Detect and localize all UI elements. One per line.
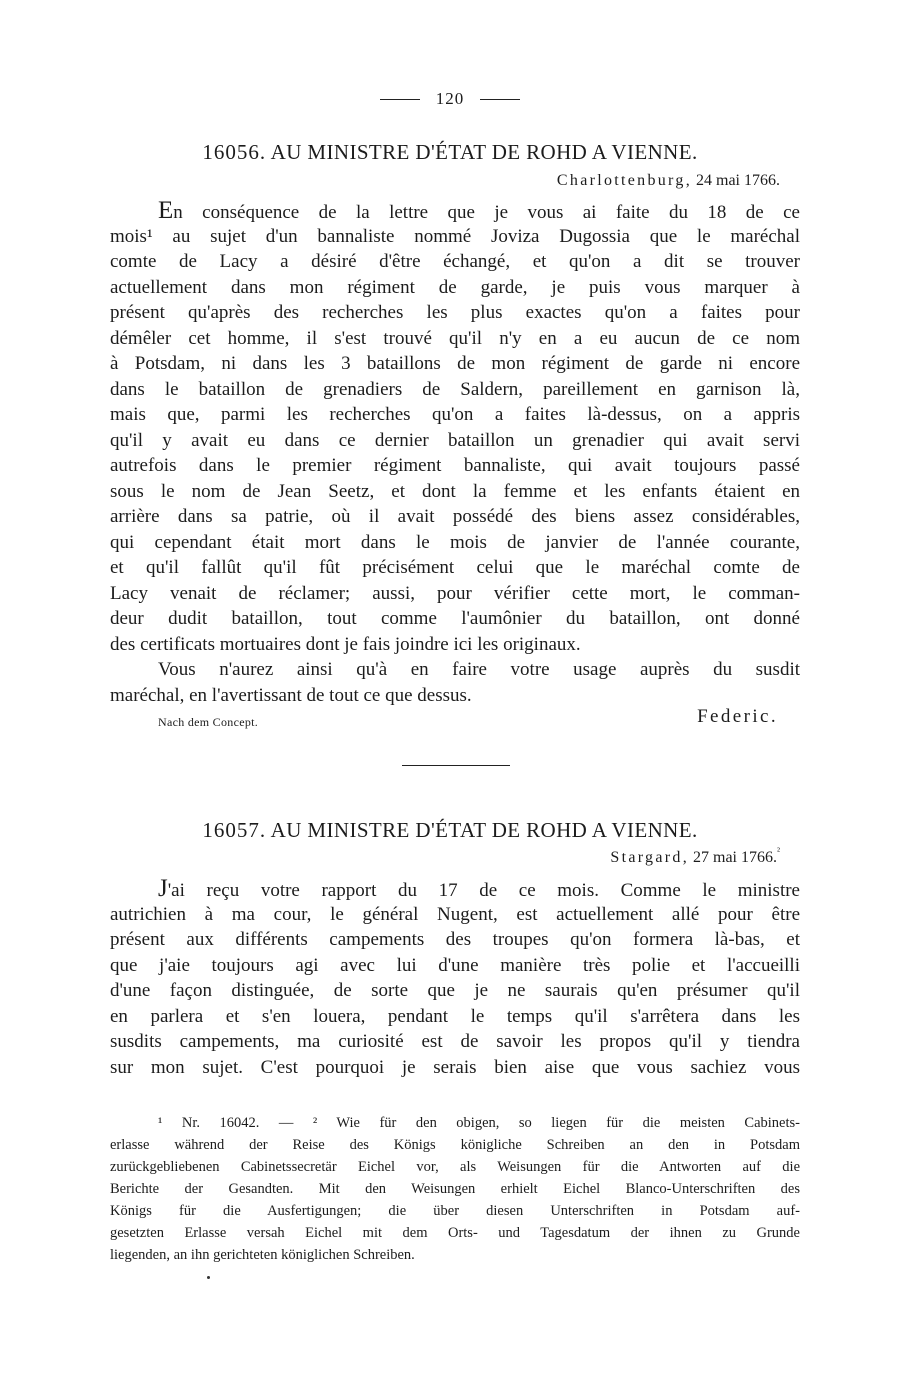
text-line: Vous n'aurez ainsi qu'à en faire votre usage auprès du susdit [158,659,800,680]
letter-dateline [610,846,780,867]
printer-mark [207,1276,210,1279]
text-line: démêler cet homme, il s'est trouvé qu'il n'y en a eu aucun de ce nom [110,327,800,349]
letter-dateline [557,172,780,190]
signature: Federic. [697,706,778,727]
text-line: actuellement dans mon régiment de garde, je puis vous marquer à [110,276,800,298]
footnote-line: Königs für die Ausfertigungen; die über diesen Unterschriften in Potsdam auf- [110,1203,800,1219]
text-line: d'une façon distinguée, de sorte que je ne saurais qu'en présumer qu'il [110,980,800,1001]
header-rule-left [380,99,420,100]
text-line: mois¹ au sujet d'un bannaliste nommé Joviza Dugossia que le maréchal [110,225,800,247]
letter-place: Stargard, [610,849,689,866]
text-line: en parlera et s'en louera, pendant le temps qu'il s'arrêtera dans les [110,1005,800,1027]
text-line: mais que, parmi les recherches qu'on a faites là-dessus, on a appris [110,404,800,425]
text-line: maréchal, en l'avertissant de tout ce que dessus. [110,684,472,706]
initial-letter: E [158,197,174,224]
text-line: deur dudit bataillon, tout comme l'aumônier du bataillon, ont donné [110,608,800,629]
text-line: susdits campements, ma curiosité est de savoir les propos qu'il y tiendra [110,1031,800,1052]
footnote-line: erlasse während der Reise des Königs königliche Schreiben an den in Potsdam [110,1137,800,1153]
text-line: et qu'il fallût qu'il fût précisément celui que le maréchal comte de [110,557,800,578]
footnote-line: gesetzten Erlasse versah Eichel mit dem Orts- und Tagesdatum der ihnen zu Grunde [110,1225,800,1241]
letter-number: 16056. [202,140,267,164]
text-line: présent aux différents campements des troupes qu'on formera là-bas, et [110,929,800,950]
text-line: sur mon sujet. C'est pourquoi je serais bien aise que vous sachiez vous [110,1056,800,1078]
footnote-line: zurückgebliebenen Cabinetssecretär Eichel vor, als Weisungen für die Antworten auf die [110,1159,800,1175]
letter-heading [100,140,800,165]
text-line: à Potsdam, ni dans les 3 bataillons de mon régiment de garde ni encore [110,353,800,374]
source-note: Nach dem Concept. [158,715,259,729]
text-line: comte de Lacy a désiré d'être échangé, et qu'on a dit se trouver [110,251,800,272]
letter-date: 27 mai 1766. [693,849,777,866]
text-line: qu'il y avait eu dans ce dernier bataillon un grenadier qui avait servi [110,429,800,451]
footnotes [110,1112,800,1266]
section-divider [402,765,510,766]
text-line: J'ai reçu votre rapport du 17 de ce mois. Comme le ministre [158,875,800,902]
date-footnote-mark: ² [777,846,780,857]
text-line: autrichien à ma cour, le général Nugent, est actuellement allé pour être [110,903,800,925]
footnote-line: Berichte der Gesandten. Mit den Weisungen erhielt Eichel Blanco-Unterschriften des [110,1181,800,1197]
footnote-line: liegenden, an ihn gerichteten königlichen Schreiben. [110,1247,415,1263]
text-line: que j'aie toujours agi avec lui d'une manière très polie et l'accueilli [110,954,800,976]
header-rule-right [480,99,520,100]
footnote-line: ¹ Nr. 16042. — ² Wie für den obigen, so liegen für die meisten Cabinets- [158,1115,800,1131]
text-line: sous le nom de Jean Seetz, et dont la femme et les enfants étaient en [110,480,800,502]
text-line: autrefois dans le premier régiment bannaliste, qui avait toujours passé [110,455,800,476]
page-number: 120 [435,89,465,108]
letter-place: Charlottenburg, [556,172,692,189]
initial-letter: J [158,875,168,902]
text-line: arrière dans sa patrie, où il avait possédé des biens assez considérables, [110,506,800,527]
running-header [0,86,900,112]
letter-title: AU MINISTRE D'ÉTAT DE ROHD A VIENNE. [270,140,698,164]
text-line: dans le bataillon de grenadiers de Saldern, pareillement en garnison là, [110,378,800,400]
text-line: En conséquence de la lettre que je vous ai faite du 18 de ce [158,197,800,224]
text-line: des certificats mortuaires dont je fais joindre ici les originaux. [110,633,581,655]
letter-body [110,876,800,1080]
letter-body [110,198,800,708]
text-line: présent qu'après des recherches les plus exactes qu'on a faites pour [110,302,800,323]
letter-number: 16057. [202,818,267,842]
text-line: qui cependant était mort dans le mois de janvier de l'année courante, [110,531,800,553]
text-line: Lacy venait de réclamer; aussi, pour vérifier cette mort, le comman- [110,582,800,604]
letter-title: AU MINISTRE D'ÉTAT DE ROHD A VIENNE. [270,818,698,842]
letter-date: 24 mai 1766. [696,172,780,189]
letter-heading [100,818,800,843]
